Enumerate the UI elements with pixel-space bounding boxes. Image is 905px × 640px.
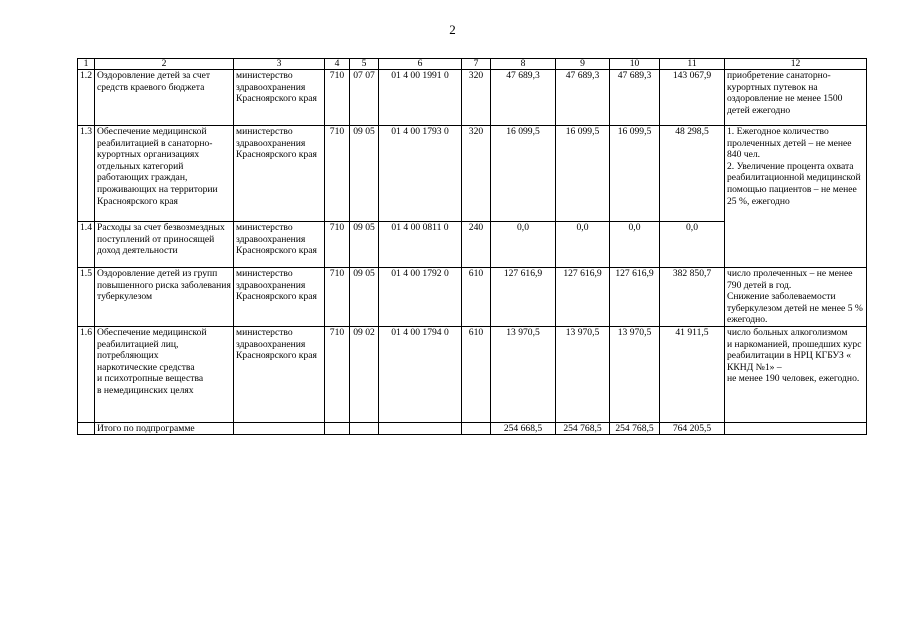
row-gr: 710 [325,222,350,268]
name-line: Обеспечение медицинской реабилитацией лиц, [97,327,207,350]
row-value-11: 41 911,5 [660,327,725,423]
result-line: число больных алкоголизмом [727,327,848,338]
row-rzpr: 09 05 [350,268,379,327]
row-gr: 710 [325,126,350,222]
row-number: 1.3 [78,126,95,222]
row-csr: 01 4 00 1793 0 [379,126,462,222]
row-csr: 01 4 00 0811 0 [379,222,462,268]
result-line: и наркоманией, прошедших курс реабилитации в НРЦ КГБУЗ « ККНД №1» – [727,338,862,373]
header-row [78,59,867,70]
row-vr: 320 [462,126,491,222]
row-value-9: 13 970,5 [556,327,610,423]
table-row [78,70,867,126]
name-line: и психотропные вещества [97,373,204,385]
row-gr: 710 [325,327,350,423]
row-result [725,268,867,327]
row-value-9: 0,0 [556,222,610,268]
table-row [78,327,867,423]
total-empty-cell [234,423,325,435]
row-value-9: 47 689,3 [556,70,610,126]
header-cell: 1 [78,59,95,70]
row-rzpr: 09 02 [350,327,379,423]
row-number: 1.2 [78,70,95,126]
total-value-10: 254 768,5 [610,423,660,435]
header-cell: 4 [325,59,350,70]
row-csr: 01 4 00 1991 0 [379,70,462,126]
row-value-11: 48 298,5 [660,126,725,222]
row-rzpr: 07 07 [350,70,379,126]
table-row [78,126,867,222]
row-name: Оздоровление детей за счет средств краевого бюджета [95,70,234,126]
row-vr: 610 [462,268,491,327]
row-vr: 320 [462,70,491,126]
row-value-8: 0,0 [491,222,556,268]
header-cell: 8 [491,59,556,70]
row-value-10: 127 616,9 [610,268,660,327]
result-line: число пролеченных – не менее 790 детей в год. [727,268,853,291]
name-line: в немедицинских целях [97,384,194,396]
total-label: Итого по подпрограмме [95,423,234,435]
total-empty-cell [462,423,491,435]
header-cell: 11 [660,59,725,70]
row-value-9: 127 616,9 [556,268,610,327]
row-value-10: 0,0 [610,222,660,268]
total-empty-cell [350,423,379,435]
row-result [725,327,867,423]
row-org: министерство здравоохранения Красноярского края [234,70,325,126]
total-value-11: 764 205,5 [660,423,725,435]
row-value-10: 13 970,5 [610,327,660,423]
name-line: потребляющих [97,350,159,362]
row-csr: 01 4 00 1792 0 [379,268,462,327]
header-cell: 2 [95,59,234,70]
row-org: министерство здравоохранения Красноярского края [234,222,325,268]
row-value-8: 16 099,5 [491,126,556,222]
budget-table [77,58,867,435]
row-name: Расходы за счет безвозмездных поступлений от приносящей доход деятельности [95,222,234,268]
row-vr: 240 [462,222,491,268]
row-value-9: 16 099,5 [556,126,610,222]
name-line: наркотические средства [97,361,195,373]
row-csr: 01 4 00 1794 0 [379,327,462,423]
header-cell: 6 [379,59,462,70]
total-value-9: 254 768,5 [556,423,610,435]
total-empty-cell [325,423,350,435]
row-gr: 710 [325,70,350,126]
result-line: Снижение заболеваемости туберкулезом детей не менее 5 % ежегодно. [727,291,863,326]
row-result: приобретение санаторно-курортных путевок на оздоровление не менее 1500 детей ежегодно [725,70,867,126]
row-name [95,327,234,423]
row-value-11: 143 067,9 [660,70,725,126]
total-row [78,423,867,435]
header-cell: 12 [725,59,867,70]
row-value-11: 0,0 [660,222,725,268]
row-value-10: 16 099,5 [610,126,660,222]
row-org: министерство здравоохранения Красноярского края [234,327,325,423]
row-rzpr: 09 05 [350,222,379,268]
result-line: 2. Увеличение процента охвата реабилитационной медицинской помощью пациентов – не менее 25 %, ежегодно [727,160,861,207]
row-value-8: 13 970,5 [491,327,556,423]
result-line: не менее 190 человек, ежегодно. [727,373,860,385]
header-cell: 9 [556,59,610,70]
row-value-11: 382 850,7 [660,268,725,327]
row-org: министерство здравоохранения Красноярского края [234,268,325,327]
table-row [78,268,867,327]
row-number: 1.5 [78,268,95,327]
row-number: 1.6 [78,327,95,423]
row-name: Обеспечение медицинской реабилитацией в санаторно-курортных организациях отдельных категорий работающих граждан, проживающих на территории Красноярского края [95,126,234,222]
row-value-8: 127 616,9 [491,268,556,327]
row-gr: 710 [325,268,350,327]
page-number: 2 [449,22,456,37]
result-line: 1. Ежегодное количество пролеченных детей – не менее 840 чел. [727,126,852,161]
total-empty-cell [379,423,462,435]
row-vr: 610 [462,327,491,423]
row-org: министерство здравоохранения Красноярского края [234,126,325,222]
header-cell: 5 [350,59,379,70]
header-cell: 3 [234,59,325,70]
header-cell: 7 [462,59,491,70]
row-rzpr: 09 05 [350,126,379,222]
row-value-8: 47 689,3 [491,70,556,126]
total-empty-cell [725,423,867,435]
row-value-10: 47 689,3 [610,70,660,126]
row-number: 1.4 [78,222,95,268]
total-value-8: 254 668,5 [491,423,556,435]
row-result [725,126,867,268]
header-cell: 10 [610,59,660,70]
total-empty-cell [78,423,95,435]
row-name: Оздоровление детей из групп повышенного риска заболевания туберкулезом [95,268,234,327]
